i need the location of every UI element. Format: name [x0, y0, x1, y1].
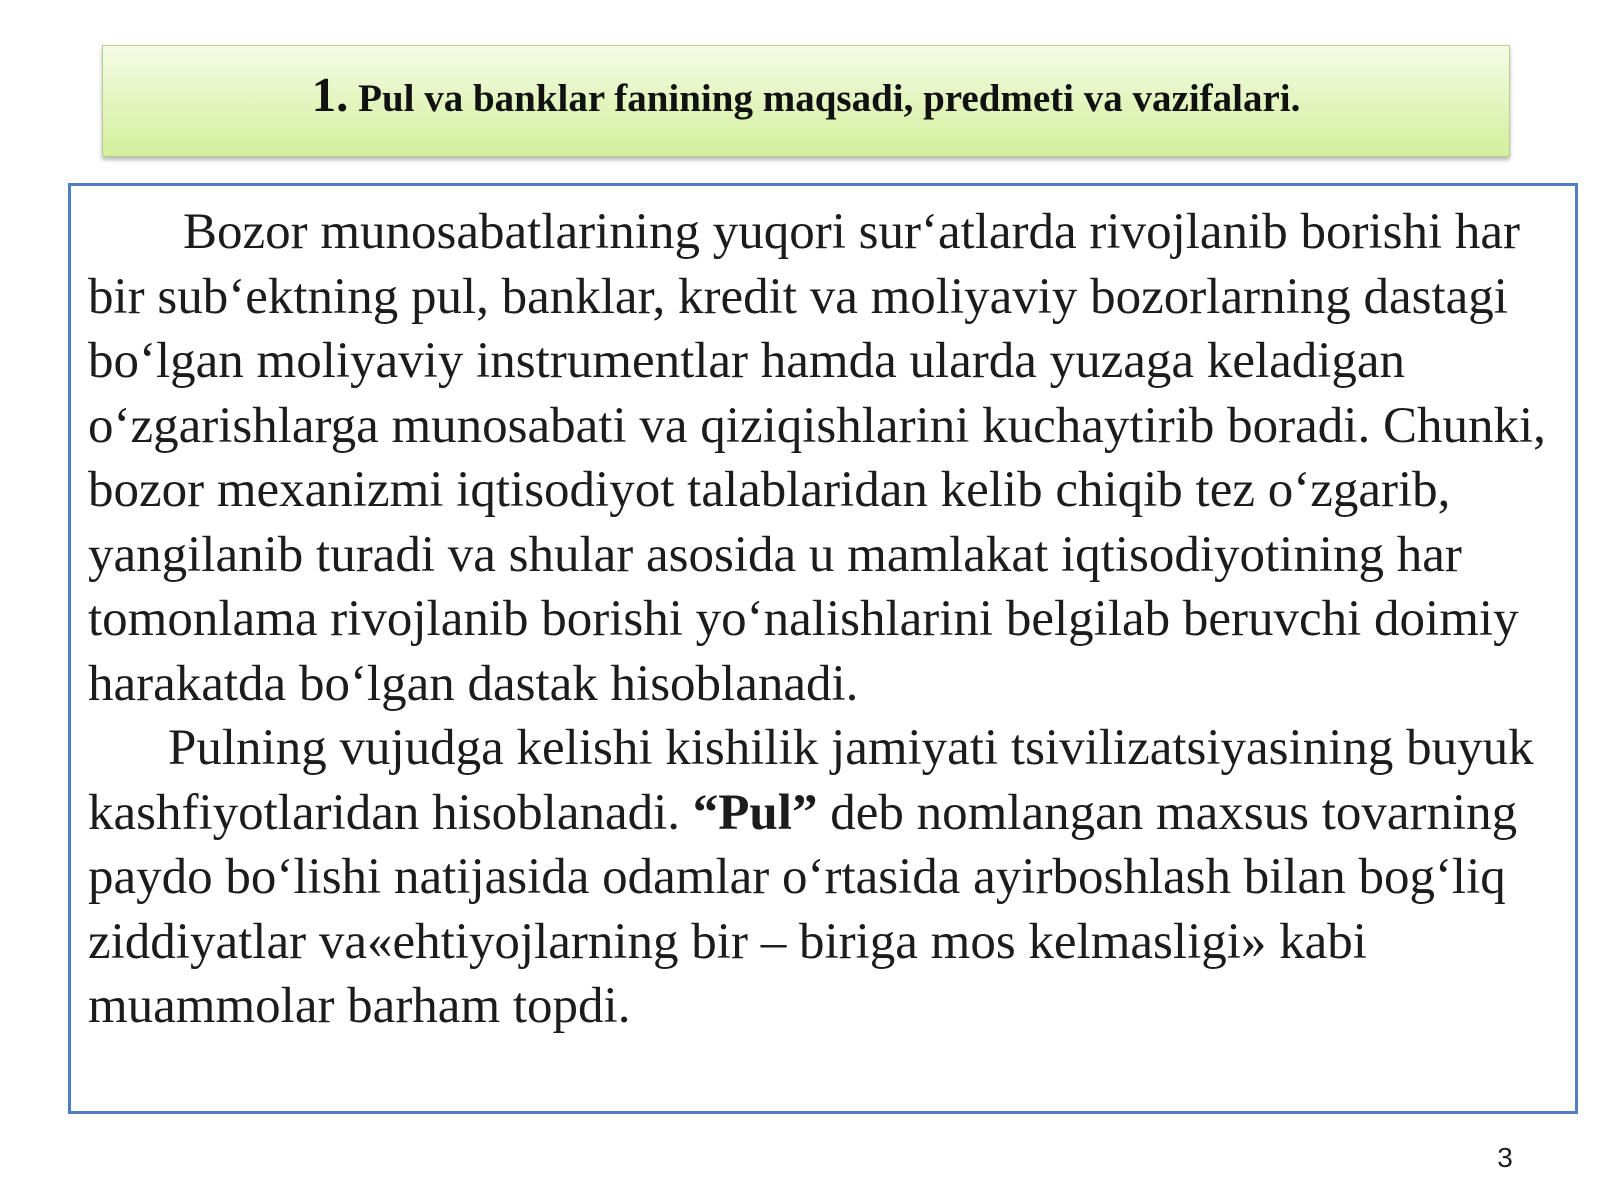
- paragraph-2-text-start: Pulning vujudga kelishi kishilik jamiyati tsivilizatsiyasining buyuk kashfiyotlaridan hisoblanadi.: [88, 720, 1534, 841]
- paragraph-1: Bozor munosabatlarining yuqori sur‘atlarda rivojlanib borishi har bir sub‘ektning pul, banklar, kredit va moliyaviy bozorlarning dastagi bo‘lgan moliyaviy instrumentlar hamda ularda yuzaga keladigan o‘zgarishlarga munosabati va qiziqishlarini kuchaytirib boradi. Chunki, bozor mexanizmi iqtisodiyot talablaridan kelib chiqib tez o‘zgarib, yangilanib turadi va shular asosida u mamlakat iqtisodiyotining har tomonlama rivojlanib borishi yo‘nalishlarini belgilab beruvchi doimiy harakatda bo‘lgan dastak hisoblanadi.: [88, 204, 1546, 712]
- page-number: 3: [1497, 1142, 1513, 1173]
- slide-title-box: [102, 45, 1510, 157]
- slide-title-text: Pul va banklar fanining maqsadi, predmeti va vazifalari.: [358, 77, 1301, 120]
- slide-title: [312, 66, 1301, 125]
- slide-title-number: 1.: [311, 67, 349, 122]
- content-box: [68, 183, 1578, 1114]
- paragraph-2: [88, 716, 1549, 1039]
- paragraph-2-text-end: deb nomlangan maxsus tovarning paydo bo‘lishi natijasida odamlar o‘rtasida ayirboshlash bilan bog‘liq ziddiyatlar va«ehtiyojlarning bir – biriga mos kelmasligi» kabi muammolar barham topdi.: [88, 784, 1518, 1034]
- paragraph-2-bold-term: “Pul”: [692, 784, 818, 841]
